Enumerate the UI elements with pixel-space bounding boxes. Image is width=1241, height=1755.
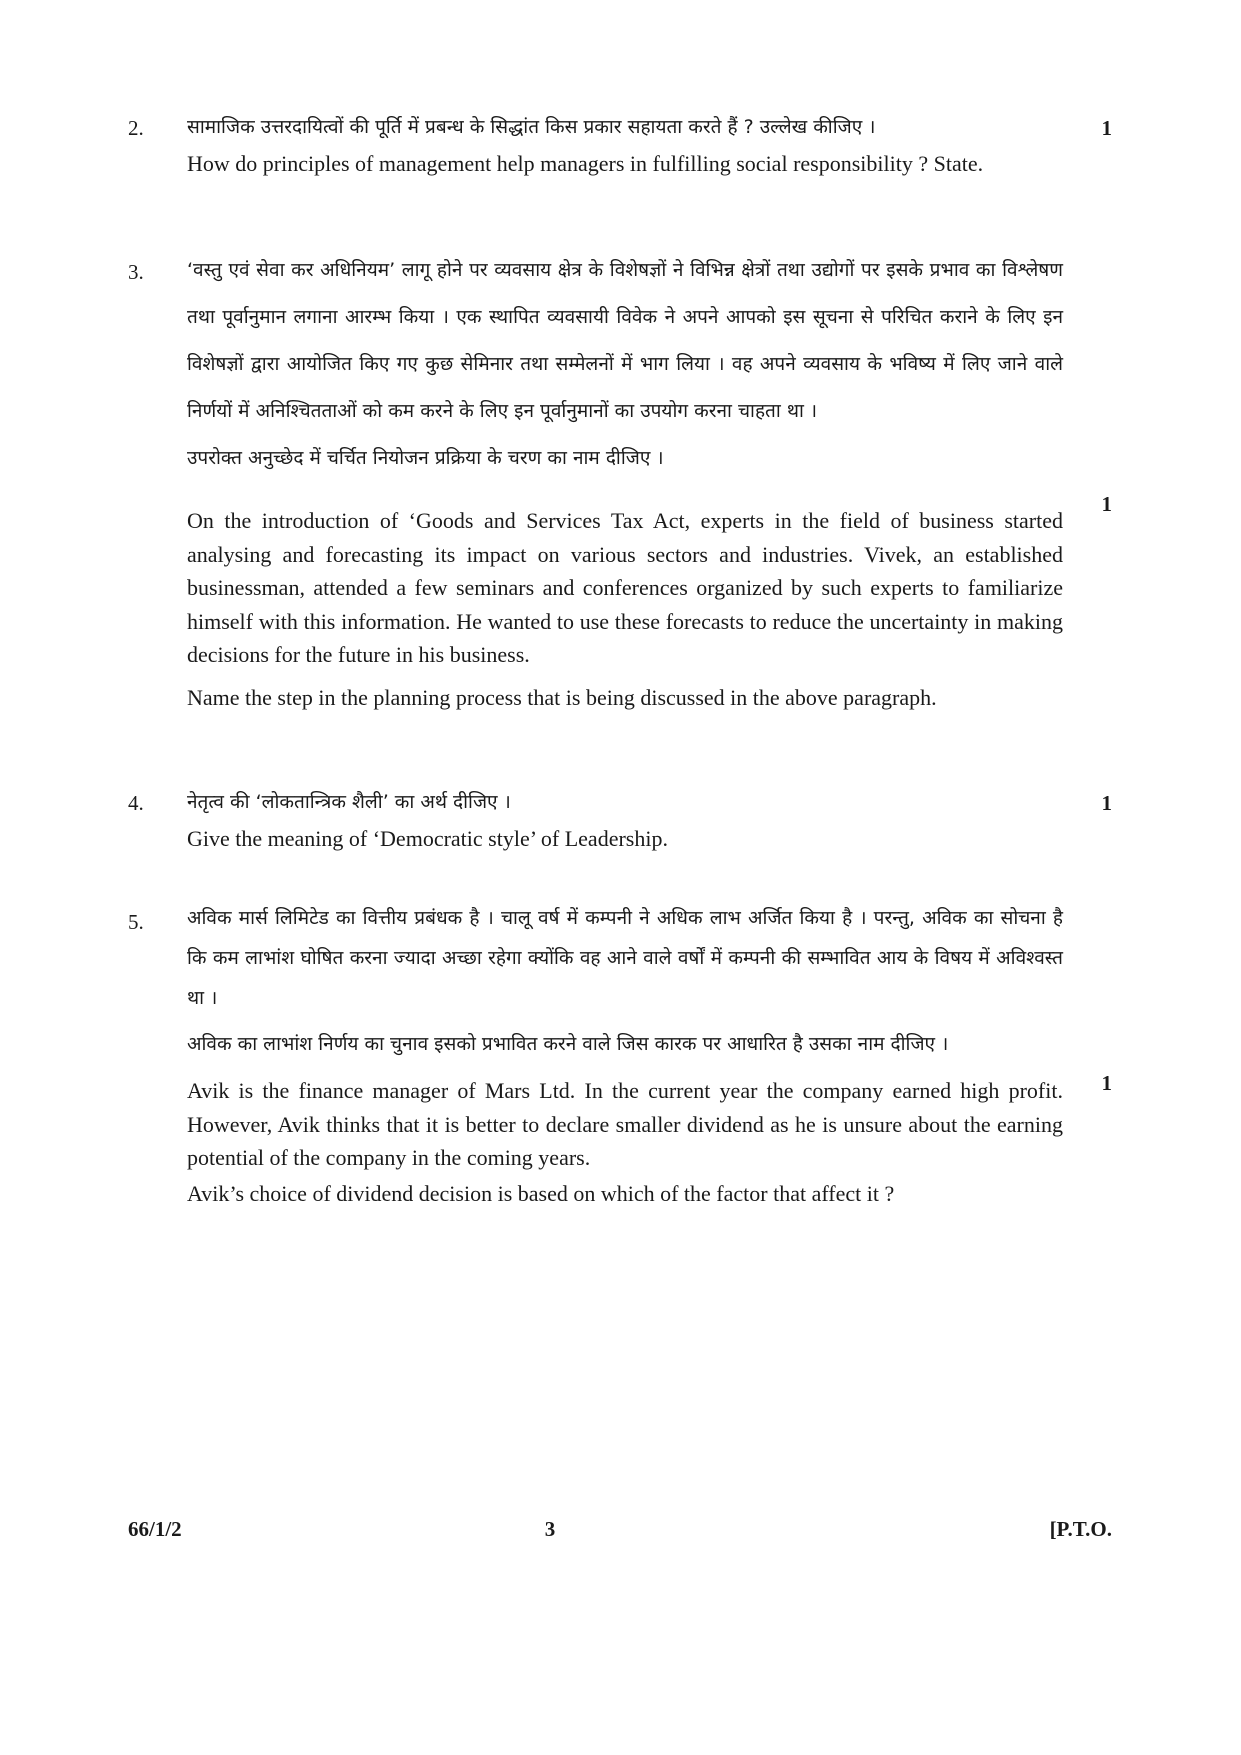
question-3 [128,247,1112,714]
question-paragraph-hindi: ‘वस्तु एवं सेवा कर अधिनियम’ लागू होने पर व्यवसाय क्षेत्र के विशेषज्ञों ने विभिन्न क्षेत्रों तथा उद्योगों पर इसके प्रभाव का विश्लेषण तथा पूर्वानुमान लगाना आरम्भ किया । एक स्थापित व्यवसायी विवेक ने अपने आपको इस सूचना से परिचित कराने के लिए इन विशेषज्ञों द्वारा आयोजित किए गए कुछ सेमिनार तथा सम्मेलनों में भाग लिया । वह अपने व्यवसाय के भविष्य में लिए जाने वाले निर्णयों में अनिश्चितताओं को कम करने के लिए इन पूर्वानुमानों का उपयोग करना चाहता था । [187,259,1063,422]
question-4 [128,787,1112,856]
question-text-english: Give the meaning of ‘Democratic style’ of Leadership. [187,826,668,851]
question-prompt-english: Avik’s choice of dividend decision is based on which of the factor that affect it ? [187,1180,895,1206]
paper-code: 66/1/2 [128,1517,182,1541]
question-5 [128,898,1112,1210]
question-number: 2. [128,116,144,140]
question-prompt-hindi: उपरोक्त अनुच्छेद में चर्चित नियोजन प्रक्रिया के चरण का नाम दीजिए । [187,447,664,469]
question-marks: 1 [1101,492,1112,516]
question-number: 3. [128,260,144,284]
question-2 [128,112,1112,181]
page-number: 3 [544,1517,556,1541]
question-paragraph-english: On the introduction of ‘Goods and Services Tax Act, experts in the field of business started analysing and forecasting its impact on various sectors and industries. Vivek, an established businessman, attended a few seminars and conferences organized by such experts to familiarize himself with this information. He wanted to use these forecasts to reduce the uncertainty in making decisions for the future in his business. [187,508,1063,667]
question-paragraph-hindi: अविक मार्स लिमिटेड का वित्तीय प्रबंधक है । चालू वर्ष में कम्पनी ने अधिक लाभ अर्जित किया है । परन्तु, अविक का सोचना है कि कम लाभांश घोषित करना ज्यादा अच्छा रहेगा क्योंकि वह आने वाले वर्षों में कम्पनी की सम्भावित आय के विषय में अविश्वस्त था । [187,907,1063,1009]
question-marks: 1 [1101,116,1112,140]
question-marks: 1 [1101,1071,1112,1095]
question-text-hindi: नेतृत्व की ‘लोकतान्त्रिक शैली’ का अर्थ दीजिए । [187,791,511,813]
question-marks: 1 [1101,791,1112,815]
question-number: 4. [128,791,144,815]
question-text-hindi: सामाजिक उत्तरदायित्वों की पूर्ति में प्रबन्ध के सिद्धांत किस प्रकार सहायता करते हैं ? उल्लेख कीजिए । [187,116,876,138]
question-prompt-english: Name the step in the planning process that is being discussed in the above paragraph. [187,684,937,710]
please-turn-over: [P.T.O. [1049,1517,1112,1541]
question-paragraph-english: Avik is the finance manager of Mars Ltd. In the current year the company earned high profit. However, Avik thinks that it is better to declare smaller dividend as he is unsure about the earning potential of the company in the coming years. [187,1078,1063,1170]
question-prompt-hindi: अविक का लाभांश निर्णय का चुनाव इसको प्रभावित करने वाले जिस कारक पर आधारित है उसका नाम दीजिए । [187,1033,949,1055]
question-number: 5. [128,910,144,934]
question-text-english: How do principles of management help managers in fulfilling social responsibility ? State. [187,151,984,176]
page-footer [128,1517,1112,1547]
